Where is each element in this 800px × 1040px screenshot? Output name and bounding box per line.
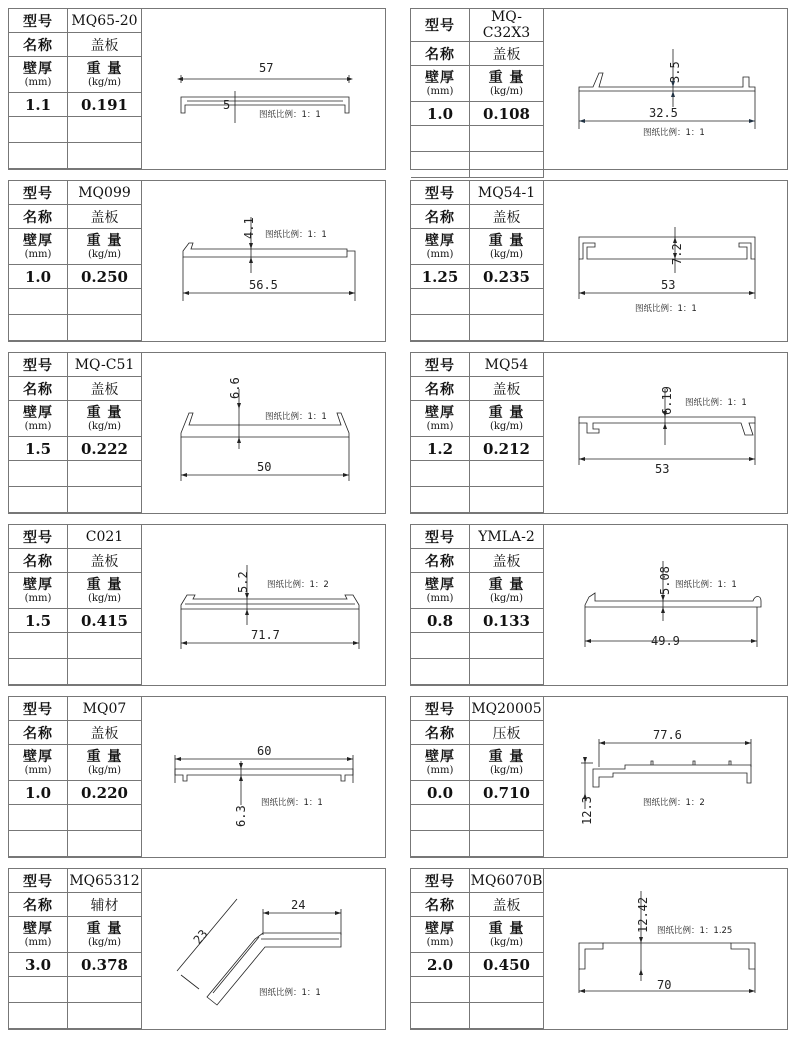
dim-label: 71.7 xyxy=(251,628,280,642)
thickness-value: 0.8 xyxy=(411,609,470,633)
dim-label: 53 xyxy=(655,462,670,476)
wall-label: 壁厚 xyxy=(425,748,455,765)
product-card-mq-c51 xyxy=(8,352,386,514)
dim-label: 50 xyxy=(257,460,272,474)
dim-label: 5.2 xyxy=(236,571,250,593)
weight-unit: (kg/m) xyxy=(87,764,122,776)
weight-unit: (kg/m) xyxy=(489,420,524,432)
empty-cell xyxy=(9,289,68,315)
spec-table xyxy=(9,353,142,513)
spec-table xyxy=(9,525,142,685)
thickness-value: 1.1 xyxy=(9,93,68,117)
empty-cell xyxy=(411,152,470,178)
empty-cell xyxy=(9,487,68,513)
wall-unit: (mm) xyxy=(426,85,454,97)
weight-label: 重 量 xyxy=(86,404,123,421)
dim-label: 6.3 xyxy=(234,805,248,827)
empty-cell xyxy=(470,315,544,341)
empty-cell xyxy=(411,289,470,315)
name-value: 盖板 xyxy=(68,721,142,745)
product-card-c021 xyxy=(8,524,386,686)
product-card-mq-c32x3 xyxy=(410,8,788,170)
scale-label: 图纸比例：1：1 xyxy=(685,398,747,408)
empty-cell xyxy=(470,831,544,857)
scale-label: 图纸比例：1：1 xyxy=(265,230,327,240)
model-label: 型号 xyxy=(9,525,68,549)
wall-unit: (mm) xyxy=(24,936,52,948)
profile-drawing xyxy=(141,697,385,857)
wall-unit: (mm) xyxy=(426,420,454,432)
thickness-value: 3.0 xyxy=(9,953,68,977)
name-value: 盖板 xyxy=(470,42,544,66)
empty-cell xyxy=(9,659,68,685)
weight-unit: (kg/m) xyxy=(87,592,122,604)
empty-cell xyxy=(68,1003,142,1029)
profile-drawing xyxy=(141,9,385,169)
name-label: 名称 xyxy=(9,549,68,573)
empty-cell xyxy=(470,289,544,315)
model-label: 型号 xyxy=(9,353,68,377)
model-label: 型号 xyxy=(411,525,470,549)
dim-label: 12.42 xyxy=(636,896,650,933)
name-label: 名称 xyxy=(411,721,470,745)
dim-label: 53 xyxy=(661,278,676,292)
weight-label: 重 量 xyxy=(86,748,123,765)
empty-cell xyxy=(411,315,470,341)
spec-table xyxy=(411,181,544,341)
product-card-mq65-20 xyxy=(8,8,386,170)
model-label: 型号 xyxy=(411,181,470,205)
profile-drawing xyxy=(543,869,787,1029)
spec-table xyxy=(9,697,142,857)
thickness-value: 1.2 xyxy=(411,437,470,461)
model-value: MQ099 xyxy=(68,181,142,205)
dim-label: 7.2 xyxy=(670,243,684,265)
empty-cell xyxy=(68,487,142,513)
scale-label: 图纸比例：1：2 xyxy=(643,798,705,808)
empty-cell xyxy=(470,805,544,831)
thickness-value: 0.0 xyxy=(411,781,470,805)
empty-cell xyxy=(470,152,544,178)
product-card-mq6070b xyxy=(410,868,788,1030)
model-value: MQ-C32X3 xyxy=(470,9,544,42)
empty-cell xyxy=(9,315,68,341)
profile-drawing xyxy=(543,9,787,169)
model-value: MQ54 xyxy=(470,353,544,377)
dim-label: 77.6 xyxy=(653,728,682,742)
name-value: 盖板 xyxy=(68,205,142,229)
weight-value: 0.133 xyxy=(470,609,544,633)
empty-cell xyxy=(470,1003,544,1029)
empty-cell xyxy=(470,977,544,1003)
dim-label: 6.6 xyxy=(228,377,242,399)
weight-value: 0.710 xyxy=(470,781,544,805)
thickness-value: 1.0 xyxy=(411,102,470,126)
name-label: 名称 xyxy=(411,893,470,917)
profile-drawing xyxy=(141,869,385,1029)
model-value: MQ-C51 xyxy=(68,353,142,377)
dim-label: 5.08 xyxy=(658,566,672,595)
name-label: 名称 xyxy=(9,893,68,917)
weight-unit: (kg/m) xyxy=(87,936,122,948)
wall-label: 壁厚 xyxy=(425,69,455,86)
model-value: C021 xyxy=(68,525,142,549)
wall-unit: (mm) xyxy=(24,420,52,432)
weight-value: 0.415 xyxy=(68,609,142,633)
model-label: 型号 xyxy=(9,9,68,33)
dim-label: 56.5 xyxy=(249,278,278,292)
empty-cell xyxy=(470,487,544,513)
model-label: 型号 xyxy=(9,697,68,721)
dim-label: 24 xyxy=(291,898,306,912)
empty-cell xyxy=(411,659,470,685)
empty-cell xyxy=(68,831,142,857)
dim-label: 23 xyxy=(190,926,211,947)
empty-cell xyxy=(68,977,142,1003)
empty-cell xyxy=(470,461,544,487)
wall-unit: (mm) xyxy=(24,248,52,260)
empty-cell xyxy=(9,117,68,143)
product-card-mq07 xyxy=(8,696,386,858)
name-label: 名称 xyxy=(411,377,470,401)
spec-table xyxy=(9,9,142,169)
empty-cell xyxy=(9,1003,68,1029)
profile-drawing xyxy=(543,697,787,857)
model-label: 型号 xyxy=(411,869,470,893)
dim-label: 32.5 xyxy=(649,106,678,120)
name-label: 名称 xyxy=(9,377,68,401)
weight-label: 重 量 xyxy=(488,69,525,86)
empty-cell xyxy=(68,143,142,169)
weight-unit: (kg/m) xyxy=(489,936,524,948)
dim-label: 4.1 xyxy=(242,217,256,239)
model-value: MQ54-1 xyxy=(470,181,544,205)
profile-drawing xyxy=(543,525,787,685)
name-label: 名称 xyxy=(411,205,470,229)
dim-label: 6.19 xyxy=(660,386,674,415)
scale-label: 图纸比例：1：1 xyxy=(259,988,321,998)
model-label: 型号 xyxy=(9,869,68,893)
spec-table xyxy=(9,181,142,341)
profile-drawing xyxy=(141,353,385,513)
weight-label: 重 量 xyxy=(86,60,123,77)
wall-unit: (mm) xyxy=(426,592,454,604)
wall-unit: (mm) xyxy=(24,764,52,776)
product-card-mq54 xyxy=(410,352,788,514)
weight-label: 重 量 xyxy=(488,232,525,249)
weight-value: 0.378 xyxy=(68,953,142,977)
weight-label: 重 量 xyxy=(86,920,123,937)
empty-cell xyxy=(9,461,68,487)
empty-cell xyxy=(9,831,68,857)
wall-label: 壁厚 xyxy=(23,748,53,765)
empty-cell xyxy=(68,461,142,487)
name-value: 盖板 xyxy=(470,205,544,229)
model-label: 型号 xyxy=(411,697,470,721)
empty-cell xyxy=(411,977,470,1003)
profile-drawing xyxy=(141,181,385,341)
name-label: 名称 xyxy=(9,721,68,745)
weight-value: 0.212 xyxy=(470,437,544,461)
dim-label: 12.3 xyxy=(580,796,594,825)
scale-label: 图纸比例：1：1 xyxy=(265,412,327,422)
empty-cell xyxy=(68,315,142,341)
empty-cell xyxy=(470,126,544,152)
thickness-value: 1.5 xyxy=(9,437,68,461)
scale-label: 图纸比例：1：1 xyxy=(259,110,321,120)
dim-label: 57 xyxy=(259,61,274,75)
dim-label: 70 xyxy=(657,978,672,992)
wall-label: 壁厚 xyxy=(425,404,455,421)
weight-value: 0.235 xyxy=(470,265,544,289)
empty-cell xyxy=(411,461,470,487)
name-value: 盖板 xyxy=(470,377,544,401)
empty-cell xyxy=(411,633,470,659)
thickness-value: 1.25 xyxy=(411,265,470,289)
spec-table xyxy=(411,697,544,857)
scale-label: 图纸比例：1：1 xyxy=(261,798,323,808)
spec-table xyxy=(411,353,544,513)
model-label: 型号 xyxy=(9,181,68,205)
weight-value: 0.191 xyxy=(68,93,142,117)
weight-label: 重 量 xyxy=(488,404,525,421)
wall-unit: (mm) xyxy=(24,592,52,604)
scale-label: 图纸比例：1：1 xyxy=(643,128,705,138)
weight-value: 0.250 xyxy=(68,265,142,289)
thickness-value: 1.5 xyxy=(9,609,68,633)
weight-unit: (kg/m) xyxy=(87,76,122,88)
profile-drawing xyxy=(543,353,787,513)
empty-cell xyxy=(411,831,470,857)
product-card-mq20005 xyxy=(410,696,788,858)
model-value: YMLA-2 xyxy=(470,525,544,549)
wall-unit: (mm) xyxy=(426,936,454,948)
name-value: 压板 xyxy=(470,721,544,745)
thickness-value: 1.0 xyxy=(9,781,68,805)
scale-label: 图纸比例：1：2 xyxy=(267,580,329,590)
wall-unit: (mm) xyxy=(24,76,52,88)
wall-label: 壁厚 xyxy=(23,920,53,937)
weight-label: 重 量 xyxy=(488,748,525,765)
scale-label: 图纸比例：1：1 xyxy=(635,304,697,314)
spec-table xyxy=(411,869,544,1029)
name-label: 名称 xyxy=(9,205,68,229)
thickness-value: 2.0 xyxy=(411,953,470,977)
name-value: 盖板 xyxy=(68,549,142,573)
empty-cell xyxy=(68,289,142,315)
empty-cell xyxy=(68,659,142,685)
model-value: MQ65312 xyxy=(68,869,142,893)
empty-cell xyxy=(470,659,544,685)
model-value: MQ20005 xyxy=(470,697,544,721)
model-label: 型号 xyxy=(411,353,470,377)
weight-unit: (kg/m) xyxy=(489,85,524,97)
weight-label: 重 量 xyxy=(86,232,123,249)
name-value: 盖板 xyxy=(68,377,142,401)
profile-drawing xyxy=(543,181,787,341)
empty-cell xyxy=(68,805,142,831)
wall-label: 壁厚 xyxy=(23,232,53,249)
model-label: 型号 xyxy=(411,9,470,42)
empty-cell xyxy=(9,805,68,831)
weight-unit: (kg/m) xyxy=(87,420,122,432)
weight-value: 0.220 xyxy=(68,781,142,805)
weight-label: 重 量 xyxy=(488,576,525,593)
weight-unit: (kg/m) xyxy=(489,592,524,604)
name-value: 辅材 xyxy=(68,893,142,917)
dim-label: 5 xyxy=(223,98,231,112)
weight-label: 重 量 xyxy=(86,576,123,593)
weight-unit: (kg/m) xyxy=(489,248,524,260)
weight-value: 0.222 xyxy=(68,437,142,461)
name-label: 名称 xyxy=(411,549,470,573)
name-label: 名称 xyxy=(411,42,470,66)
dim-label: 60 xyxy=(257,744,272,758)
empty-cell xyxy=(411,126,470,152)
wall-label: 壁厚 xyxy=(23,404,53,421)
empty-cell xyxy=(411,1003,470,1029)
product-card-mq099 xyxy=(8,180,386,342)
thickness-value: 1.0 xyxy=(9,265,68,289)
spec-table xyxy=(411,9,544,178)
dim-label: 3.5 xyxy=(668,61,682,83)
empty-cell xyxy=(470,633,544,659)
weight-value: 0.450 xyxy=(470,953,544,977)
model-value: MQ6070B xyxy=(470,869,544,893)
wall-label: 壁厚 xyxy=(425,920,455,937)
spec-table xyxy=(411,525,544,685)
wall-unit: (mm) xyxy=(426,764,454,776)
wall-unit: (mm) xyxy=(426,248,454,260)
spec-table xyxy=(9,869,142,1029)
weight-label: 重 量 xyxy=(488,920,525,937)
name-value: 盖板 xyxy=(470,893,544,917)
weight-unit: (kg/m) xyxy=(87,248,122,260)
product-card-mq54-1 xyxy=(410,180,788,342)
wall-label: 壁厚 xyxy=(425,576,455,593)
empty-cell xyxy=(9,977,68,1003)
name-value: 盖板 xyxy=(68,33,142,57)
empty-cell xyxy=(411,487,470,513)
dim-label: 49.9 xyxy=(651,634,680,648)
wall-label: 壁厚 xyxy=(23,60,53,77)
empty-cell xyxy=(68,633,142,659)
product-card-mq65312 xyxy=(8,868,386,1030)
name-label: 名称 xyxy=(9,33,68,57)
name-value: 盖板 xyxy=(470,549,544,573)
empty-cell xyxy=(9,143,68,169)
empty-cell xyxy=(68,117,142,143)
empty-cell xyxy=(411,805,470,831)
wall-label: 壁厚 xyxy=(425,232,455,249)
scale-label: 图纸比例：1：1.25 xyxy=(657,926,733,936)
model-value: MQ07 xyxy=(68,697,142,721)
profile-drawing xyxy=(141,525,385,685)
weight-value: 0.108 xyxy=(470,102,544,126)
empty-cell xyxy=(9,633,68,659)
model-value: MQ65-20 xyxy=(68,9,142,33)
weight-unit: (kg/m) xyxy=(489,764,524,776)
product-card-ymla-2 xyxy=(410,524,788,686)
wall-label: 壁厚 xyxy=(23,576,53,593)
scale-label: 图纸比例：1：1 xyxy=(675,580,737,590)
